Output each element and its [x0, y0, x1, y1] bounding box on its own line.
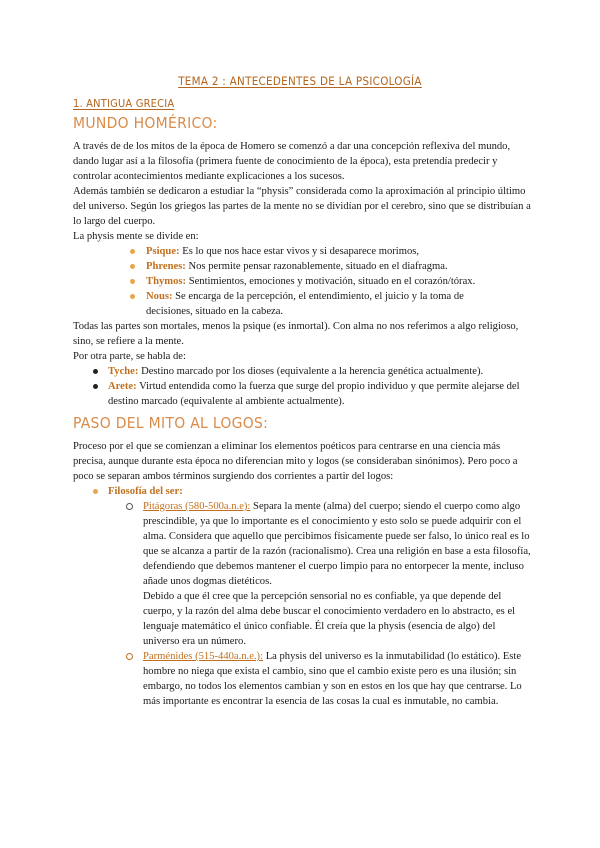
bullet-icon: [93, 369, 98, 374]
circle-bullet-icon: [126, 503, 133, 510]
list-item: Tyche: Destino marcado por los dioses (equivalente a la herencia genética actualmente).: [108, 364, 533, 379]
list-item: Pitágoras (580-500a.n.e): Separa la mente (alma) del cuerpo; siendo el cuerpo como algo prescindible, ya que lo importante es el conocimiento y esto solo se puede adquirir con el alma. Considera que aquello que percibimos físicamente puede ser falso, lo único real es lo que se alcanza a partir de la razón (racionalismo). Crea una religión en base a esta filosofía, defendiendo que debemos mantener el cuerpo limpio para no entorpecer la mente, incluso añade unos dogmas dietéticos. Debido a que él cree que la percepción sensorial no es confiable, ya que depende del cuerpo, y la razón del alma debe buscar el conocimiento verdadero en lo abstracto, es el lenguaje matemático el único confiable. Él creía que la physis (esencia de algo) del universo era un número.: [143, 499, 533, 649]
bullet-icon: [130, 279, 135, 284]
bullet-icon: [130, 294, 135, 299]
paragraph: La physis mente se divide en:: [73, 231, 199, 242]
paragraph: Proceso por el que se comienzan a eliminar los elementos poéticos para centrarse en una ciencia más precisa, aunque durante esta época no diferencian mito y logos (se consideraban sinónimos). Pero poco a poco se separan ambos términos surgiendo dos corrientes a partir del logos:: [73, 441, 518, 482]
bullet-icon: [130, 249, 135, 254]
section-paso-mito-logos: [73, 439, 533, 709]
physis-list: [146, 244, 506, 319]
list-item: Filosofía del ser: Pitágoras (580-500a.n.e): Separa la mente (alma) del cuerpo; siendo el cuerpo como algo prescindible, ya que lo importante es el conocimiento y esto solo se puede adquirir con el alma. Considera que aquello que percibimos físicamente puede ser falso, lo único real es lo que se alcanza a partir de la razón (racionalismo). Crea una religión en base a esta filosofía, defendiendo que debemos mantener el cuerpo limpio para no entorpecer la mente, incluso añade unos dogmas dietéticos. Debido a que él cree que la percepción sensorial no es confiable, ya que depende del cuerpo, y la razón del alma debe buscar el conocimiento verdadero en lo abstracto, es el lenguaje matemático el único confiable. Él creía que la physis (esencia de algo) del universo era un número. Parménides (515-440a.n.e.): La physis del universo es la inmutabilidad (lo estático). Este hombre no niega que exista el cambio, sino que el cambio existe pero es una ilusión; sin embargo, no todos los elementos cambian y son en estos en los que hay que centrarse. Lo más importante es encontrar la esencia de las cosas la cual es inmutable, no cambia.: [108, 484, 533, 709]
corrientes-list: [108, 484, 533, 709]
page-title: TEMA 2 : ANTECEDENTES DE LA PSICOLOGÍA: [178, 74, 422, 88]
list-item: Phrenes: Nos permite pensar razonablemente, situado en el diafragma.: [146, 259, 506, 274]
section-mundo-homerico: [73, 139, 533, 409]
heading-mundo-homerico: MUNDO HOMÉRICO:: [73, 114, 218, 132]
circle-bullet-icon: [126, 653, 133, 660]
bullet-icon: [93, 384, 98, 389]
philosophers-list: [143, 499, 533, 709]
bullet-icon: [93, 489, 98, 494]
list-item: Thymos: Sentimientos, emociones y motivación, situado en el corazón/tórax.: [146, 274, 506, 289]
section-heading: 1. ANTIGUA GRECIA: [73, 97, 175, 110]
paragraph: A través de de los mitos de la época de Homero se comenzó a dar una concepción reflexiva del mundo, dando lugar así a la filosofía (primera fuente de conocimiento de la época), esta pretendía predecir y controlar acontecimientos mediante explicaciones a los sucesos.: [73, 141, 511, 182]
heading-paso-mito-logos: PASO DEL MITO AL LOGOS:: [73, 414, 269, 432]
list-item: Parménides (515-440a.n.e.): La physis del universo es la inmutabilidad (lo estático). Este hombre no niega que exista el cambio, sino que el cambio existe pero es una ilusión; sin embargo, no todos los elementos cambian y son en estos en los que hay que centrarse. Lo más importante es encontrar la esencia de las cosas la cual es inmutable, no cambia.: [143, 649, 533, 709]
paragraph: Por otra parte, se habla de:: [73, 351, 186, 362]
paragraph: Todas las partes son mortales, menos la psique (es inmortal). Con alma no nos referimos a algo religioso, sino, se refiere a la mente.: [73, 321, 519, 347]
other-list: [108, 364, 533, 409]
bullet-icon: [130, 264, 135, 269]
list-item: Arete: Virtud entendida como la fuerza que surge del propio individuo y que permite alejarse del destino marcado (equivalente al ambiente actualmente).: [108, 379, 533, 409]
paragraph: Además también se dedicaron a estudiar la “physis” considerada como la aproximación al principio último del universo. Según los griegos las partes de la mente no se dividían por el cerebro, sino que se distribuían a lo largo del cuerpo.: [73, 186, 531, 227]
list-item: Nous: Se encarga de la percepción, el entendimiento, el juicio y la toma de decisiones, situado en la cabeza.: [146, 289, 506, 319]
list-item: Psique: Es lo que nos hace estar vivos y si desaparece morimos,: [146, 244, 506, 259]
